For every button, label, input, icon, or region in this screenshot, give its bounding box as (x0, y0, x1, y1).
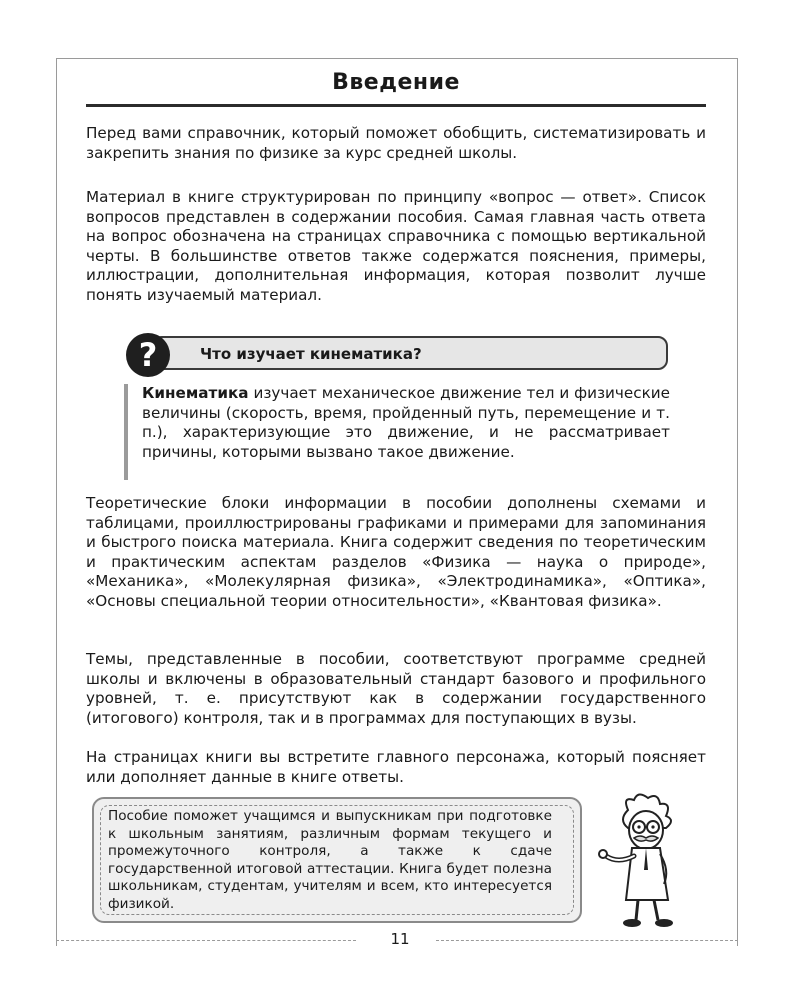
page-number: 11 (370, 930, 430, 948)
answer-term: Кинематика (142, 384, 249, 402)
answer-vertical-bar (124, 384, 128, 480)
answer-body: изучает механическое движение тел и физические величины (скорость, время, пройденный путь, перемещение и т. п.), характеризующие это движение, и не рассматривает причины, которыми вызвано такое движение. (142, 384, 670, 461)
question-mark-icon: ? (126, 333, 170, 377)
question-banner (152, 336, 668, 370)
title-underline (86, 104, 706, 107)
page-title: Введение (332, 70, 460, 95)
intro-paragraph: Перед вами справочник, который поможет обобщить, систематизировать и закрепить знания по физике за курс средней школы. (86, 124, 706, 162)
structure-paragraph: Материал в книге структурирован по принципу «вопрос — ответ». Список вопросов представлен в содержании пособия. Самая главная часть ответа на вопрос обозначена на страницах справочника с помощью вертикальной черты. В большинстве ответов также содержатся пояснения, примеры, иллюстрации, дополнительная информация, которая позволит лучше понять изучаемый материал. (86, 188, 706, 304)
professor-character-illustration (588, 790, 698, 930)
note-box (92, 797, 582, 923)
note-text: Пособие поможет учащимся и выпускникам при подготовке к школьным занятиям, различным формам текущего и промежуточного контроля, а также к сдаче государственной итоговой аттестации. Книга будет полезна школьникам, студентам, учителям и всем, кто интересуется физикой. (108, 808, 552, 912)
character-paragraph: На страницах книги вы встретите главного персонажа, который поясняет или дополняет данные в книге ответы. (86, 748, 706, 786)
standards-paragraph: Темы, представленные в пособии, соответствуют программе средней школы и включены в образовательный стандарт базового и профильного уровней, т. е. присутствуют как в содержании государственного (итогового) контроля, так и в программах для поступающих в вузы. (86, 650, 706, 727)
answer-text (142, 384, 670, 462)
content-paragraph: Теоретические блоки информации в пособии дополнены схемами и таблицами, проиллюстрированы графиками и примерами для запоминания и быстрого поиска материала. Книга содержит сведения по теоретическим и практическим аспектам разделов «Физика — наука о природе», «Механика», «Молекулярная физика», «Электродинамика», «Оптика», «Основы специальной теории относительности», «Квантовая физика». (86, 494, 706, 610)
question-text: Что изучает кинематика? (200, 345, 422, 363)
